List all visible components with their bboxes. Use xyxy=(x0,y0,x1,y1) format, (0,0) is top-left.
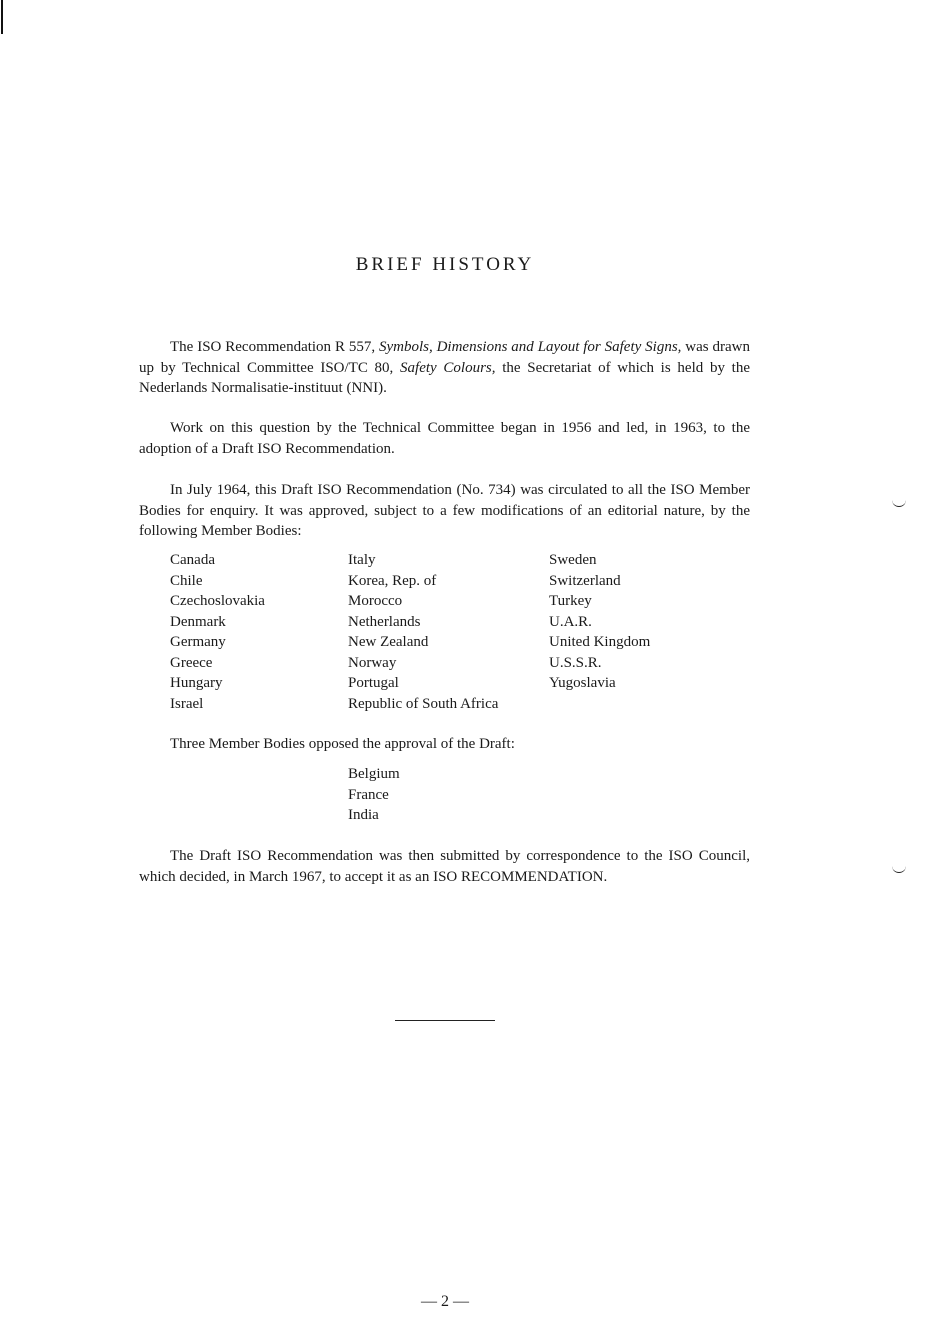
recommendation-title: Symbols, Dimensions and Layout for Safety Signs, xyxy=(378,339,682,355)
approving-members-col-1 xyxy=(170,550,265,714)
opposing-member: France xyxy=(348,786,389,803)
paragraph-opposition-text: Three Member Bodies opposed the approval of the Draft: xyxy=(170,736,515,752)
member-body: Greece xyxy=(170,654,213,671)
paragraph-origin xyxy=(139,337,750,399)
member-body: Morocco xyxy=(348,593,403,609)
paragraph-work-text: Work on this question by the Technical Committee began in 1956 and led, in 1963, to the adoption of a Draft ISO Recommendation. xyxy=(139,420,750,457)
opposing-member: India xyxy=(348,807,379,823)
opposing-member: Belgium xyxy=(348,766,400,782)
paragraph-council-text: The Draft ISO Recommendation was then submitted by correspondence to the ISO Council, which decided, in March 1967, to accept it as an ISO RECOMMENDATION. xyxy=(139,848,750,885)
paragraph-work xyxy=(139,418,750,459)
paragraph-council xyxy=(139,846,750,887)
member-body: Turkey xyxy=(549,593,592,609)
member-body: Republic of South Africa xyxy=(348,695,499,712)
member-body: Czechoslovakia xyxy=(170,593,265,609)
committee-title: Safety Colours, xyxy=(400,359,496,376)
section-divider xyxy=(395,1020,495,1021)
member-body: Portugal xyxy=(348,675,399,691)
paragraph-origin-text-2: was drawn up by Technical Committee ISO/TC 80, xyxy=(139,339,750,376)
member-body: Yugoslavia xyxy=(549,675,616,691)
member-body: Korea, Rep. of xyxy=(348,572,437,589)
member-body: Italy xyxy=(348,552,376,568)
paragraph-enquiry-text: In July 1964, this Draft ISO Recommendation (No. 734) was circulated to all the ISO Member Bodies for enquiry. It was approved, subject to a few modifications of an editorial nature, by the following Member Bodies: xyxy=(139,482,750,539)
member-body: Hungary xyxy=(170,675,223,691)
paragraph-origin-text-1: The ISO Recommendation R 557, xyxy=(170,339,379,355)
member-body: Switzerland xyxy=(549,572,621,589)
member-body: Chile xyxy=(170,572,203,589)
paragraph-enquiry xyxy=(139,480,750,542)
member-body: Canada xyxy=(170,552,215,568)
margin-tick-mark xyxy=(892,866,906,873)
member-body: Denmark xyxy=(170,613,226,630)
member-body: Netherlands xyxy=(348,613,421,630)
opposing-members-list xyxy=(348,764,400,826)
member-body: U.S.S.R. xyxy=(549,654,602,671)
member-body: Sweden xyxy=(549,552,597,568)
scan-edge-mark xyxy=(1,0,3,34)
member-body: Norway xyxy=(348,654,397,671)
paragraph-opposition xyxy=(139,734,750,755)
member-body: Israel xyxy=(170,695,204,712)
paragraph-origin-text-3: the Secretariat of which is held by the Nederlands Normalisatie-instituut (NNI). xyxy=(139,359,750,396)
member-body: New Zealand xyxy=(348,634,429,650)
member-body: United Kingdom xyxy=(549,634,651,650)
approving-members-col-2 xyxy=(348,550,498,714)
page-title: BRIEF HISTORY xyxy=(355,254,535,275)
approving-members-col-3 xyxy=(549,550,650,694)
member-body: U.A.R. xyxy=(549,613,592,630)
member-body: Germany xyxy=(170,634,226,650)
page-number: — 2 — xyxy=(421,1293,469,1310)
margin-tick-mark xyxy=(892,500,906,507)
